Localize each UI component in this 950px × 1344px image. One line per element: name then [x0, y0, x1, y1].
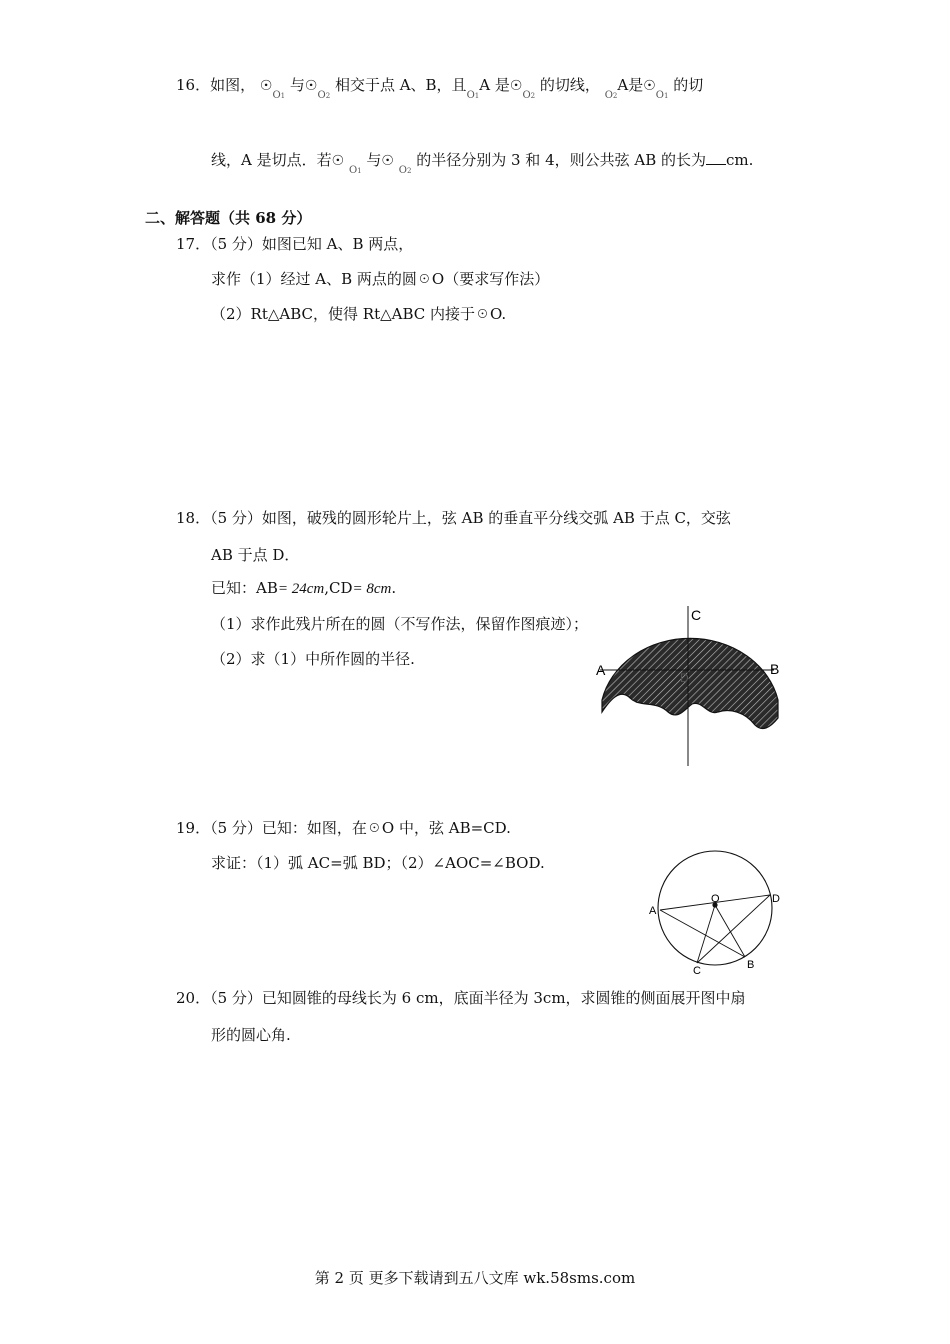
label-c: C: [691, 607, 702, 623]
label-a: A: [649, 905, 657, 917]
wheel-fragment: [602, 638, 778, 728]
q18-line5: （2）求（1）中所作圆的半径.: [211, 650, 415, 668]
label-o: O: [711, 893, 720, 905]
q18-number: 18．: [176, 509, 211, 527]
q18-line4: （1）求作此残片所在的圆（不写作法，保留作图痕迹）；: [211, 615, 589, 633]
q19-line2: 求证：（1）弧 AC=弧 BD；（2）∠AOC=∠BOD.: [211, 854, 545, 872]
answer-blank: [706, 150, 726, 165]
q19-number: 19．: [176, 819, 211, 837]
label-c: C: [693, 965, 701, 977]
label-a: A: [596, 662, 606, 678]
q16-number: 16．: [176, 76, 211, 94]
q18-line1: 18．（5 分）如图，破残的圆形轮片上，弦 AB 的垂直平分线交弧 AB 于点 C，交弦: [176, 509, 731, 527]
circle-chords-figure: [645, 845, 785, 977]
q20-line2: 形的圆心角.: [211, 1026, 291, 1044]
q19-line1: 19．（5 分）已知：如图，在☉O 中，弦 AB=CD.: [176, 819, 511, 837]
label-d: D: [680, 671, 689, 685]
circle-symbol: ☉: [259, 78, 273, 94]
q18-line2: AB 于点 D．: [211, 546, 300, 564]
q17-line1: 17．（5 分）如图已知 A、B 两点，: [176, 235, 414, 253]
q17-number: 17．: [176, 235, 211, 253]
q20-number: 20．: [176, 989, 211, 1007]
label-d: D: [772, 893, 780, 905]
q20-line1: 20．（5 分）已知圆锥的母线长为 6 cm，底面半径为 3cm，求圆锥的侧面展开图中扇: [176, 989, 746, 1007]
page-footer: 第 2 页 更多下载请到五八文库 wk.58sms.com: [314, 1269, 636, 1287]
label-b: B: [770, 661, 780, 677]
label-b: B: [747, 959, 755, 971]
q17-line3: （2）Rt△ABC，使得 Rt△ABC 内接于☉O.: [211, 305, 507, 323]
q18-given: 已知：AB= 24cm,CD= 8cm.: [211, 579, 397, 597]
q16-line2: 线，A 是切点．若☉ $_{O1}$ 与☉ $_{O2}$ 的半径分别为 3 和 4，则公共弦 AB 的长为 cm.: [211, 151, 754, 176]
q17-line2: 求作（1）经过 A、B 两点的圆☉O（要求写作法）: [211, 270, 550, 288]
q16-line1: 16．如图， $☉_{O1}$ 与$☉_{O2}$ 相交于点 A、B，且$_{O1}$A 是$☉_{O2}$ 的切线， $_{O2}$A是$☉_{O1}$ 的切: [176, 76, 704, 101]
broken-wheel-figure: [590, 600, 790, 770]
section-header: 二、解答题（共 68 分）: [145, 209, 312, 227]
